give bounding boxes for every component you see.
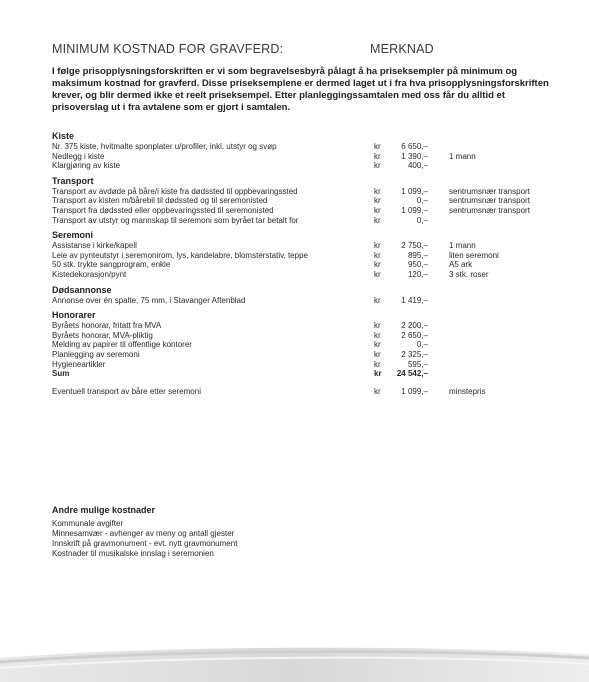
cost-row [52,251,552,261]
row-currency: kr [374,359,381,369]
cost-row [52,331,552,341]
row-amount: 2 200,– [401,321,428,331]
row-description: Melding av papirer til offentlige kontorer [52,340,192,350]
extra-cost-row [52,387,552,397]
cost-row [52,360,552,370]
cost-row [52,296,552,306]
section-title: Dødsannonse [52,284,112,295]
cost-row [52,216,552,226]
other-cost-item: Minnesamvær - avhenger av meny og antall gjester [52,529,235,538]
row-description: Transport av kisten m/bårebil til dødssted og til seremonisted [52,196,268,206]
row-note: 1 mann [449,151,476,161]
other-cost-item: Innskrift på gravmonument - evt. nytt gravmonument [52,539,238,548]
spacer [52,379,552,387]
row-note: minstepris [449,386,486,396]
row-amount: 2 750,– [401,241,428,251]
row-description: Assistanse i kirke/kapell [52,241,137,251]
cost-row [52,340,552,350]
row-amount: 2 325,– [401,349,428,359]
cost-section [52,284,552,306]
row-note: sentrumsnær transport [449,205,530,215]
cost-row [52,152,552,162]
row-currency: kr [374,269,381,279]
intro-paragraph: I følge prisopplysningsforskriften er vi som begravelsesbyrå pålagt å ha priseksempler på minimum og maksimum kostnad for gravferd. Disse priseksemplene er dermed laget ut i fra hva prisopplysningsforskriften krever, og blir dermed ikke et reelt priseksempel. Etter planleggingssamtalen med oss får du alltid et prisoverslag ut i fra avtalene som er gjort i samtalen. [52,66,549,113]
row-currency: kr [374,161,381,171]
row-amount: 0,– [416,215,428,225]
section-title: Honorarer [52,310,96,321]
row-description: Byråets honorar, MVA-pliktig [52,330,153,340]
sum-amount: 24 542,– [396,369,428,379]
other-cost-item: Kostnader til musikalske innslag i seremonien [52,549,214,558]
row-amount: 1 419,– [401,295,428,305]
row-description: Transport fra dødssted eller oppbevaringssted til seremonisted [52,205,274,215]
row-currency: kr [374,186,381,196]
row-note: sentrumsnær transport [449,186,530,196]
row-currency: kr [374,250,381,260]
row-amount: 400,– [407,161,428,171]
row-amount: 1 099,– [401,205,428,215]
cost-row [52,161,552,171]
row-currency: kr [374,151,381,161]
row-currency: kr [374,205,381,215]
sum-label: Sum [52,369,70,379]
row-description: Hygieneartikler [52,359,106,369]
cost-row [52,142,552,152]
row-description: Planlegging av seremoni [52,349,140,359]
row-currency: kr [374,349,381,359]
row-description: Annonse over én spalte, 75 mm, i Stavanger Aftenblad [52,295,246,305]
row-currency: kr [374,330,381,340]
section-title: Kiste [52,131,75,141]
header-title: MINIMUM KOSTNAD FOR GRAVFERD: [52,42,284,56]
row-description: Kistedekorasjon/pynt [52,269,127,279]
row-currency: kr [374,321,381,331]
section-title: Transport [52,175,94,186]
row-description: Nedlegg i kiste [52,151,105,161]
row-description: Nr. 375 kiste, hvitmalte sponplater u/profiler, inkl. utstyr og svøp [52,142,277,151]
row-amount: 0,– [416,340,428,350]
row-amount: 950,– [407,260,428,270]
row-note: 1 mann [449,241,476,251]
cost-row [52,350,552,360]
row-amount: 895,– [407,250,428,260]
cost-section [52,130,552,171]
document-header [52,42,552,58]
sum-row [52,369,552,379]
row-amount: 1 099,– [401,386,428,396]
row-description: Eventuell transport av båre etter seremoni [52,386,201,396]
row-amount: 1 099,– [401,186,428,196]
row-amount: 1 390,– [401,151,428,161]
row-amount: 2 650,– [401,330,428,340]
row-note: A5 ark [449,260,473,270]
row-currency: kr [374,241,381,251]
row-currency: kr [374,340,381,350]
row-note: 3 stk. roser [449,269,489,279]
row-description: Klargjøring av kiste [52,161,121,171]
cost-row [52,260,552,270]
row-description: Transport av utstyr og mannskap til seremoni som byrået tar betalt for [52,215,299,225]
cost-row [52,206,552,216]
cost-row [52,241,552,251]
cost-row [52,270,552,280]
row-currency: kr [374,142,381,151]
row-description: Byråets honorar, fritatt fra MVA [52,321,162,331]
cost-table [52,126,552,396]
cost-row [52,196,552,206]
sum-currency: kr [374,369,382,379]
decorative-wave [0,636,589,682]
row-description: 50 stk. trykte sangprogram, enkle [52,260,171,270]
row-note: liten seremoni [449,250,499,260]
row-note: sentrumsnær transport [449,196,530,206]
cost-section [52,309,552,369]
row-amount: 6 650,– [401,142,428,151]
row-currency: kr [374,196,381,206]
row-currency: kr [374,386,381,396]
row-currency: kr [374,215,381,225]
cost-section [52,229,552,279]
row-currency: kr [374,295,381,305]
row-amount: 595,– [407,359,428,369]
section-title: Seremoni [52,230,94,241]
cost-row [52,187,552,197]
row-description: Leie av pynteutstyr i seremonirom, lys, kandelabre, blomsterstativ, teppe [52,250,308,260]
other-costs-title: Andre mulige kostnader [52,505,156,515]
other-cost-item: Kommunale avgifter [52,519,124,528]
row-description: Transport av avdøde på båre/i kiste fra dødssted til oppbevaringssted [52,186,298,196]
cost-section [52,175,552,225]
other-costs-section [52,500,552,559]
cost-row [52,321,552,331]
row-currency: kr [374,260,381,270]
header-remark-column: MERKNAD [370,42,434,56]
row-amount: 0,– [416,196,428,206]
row-amount: 120,– [407,269,428,279]
